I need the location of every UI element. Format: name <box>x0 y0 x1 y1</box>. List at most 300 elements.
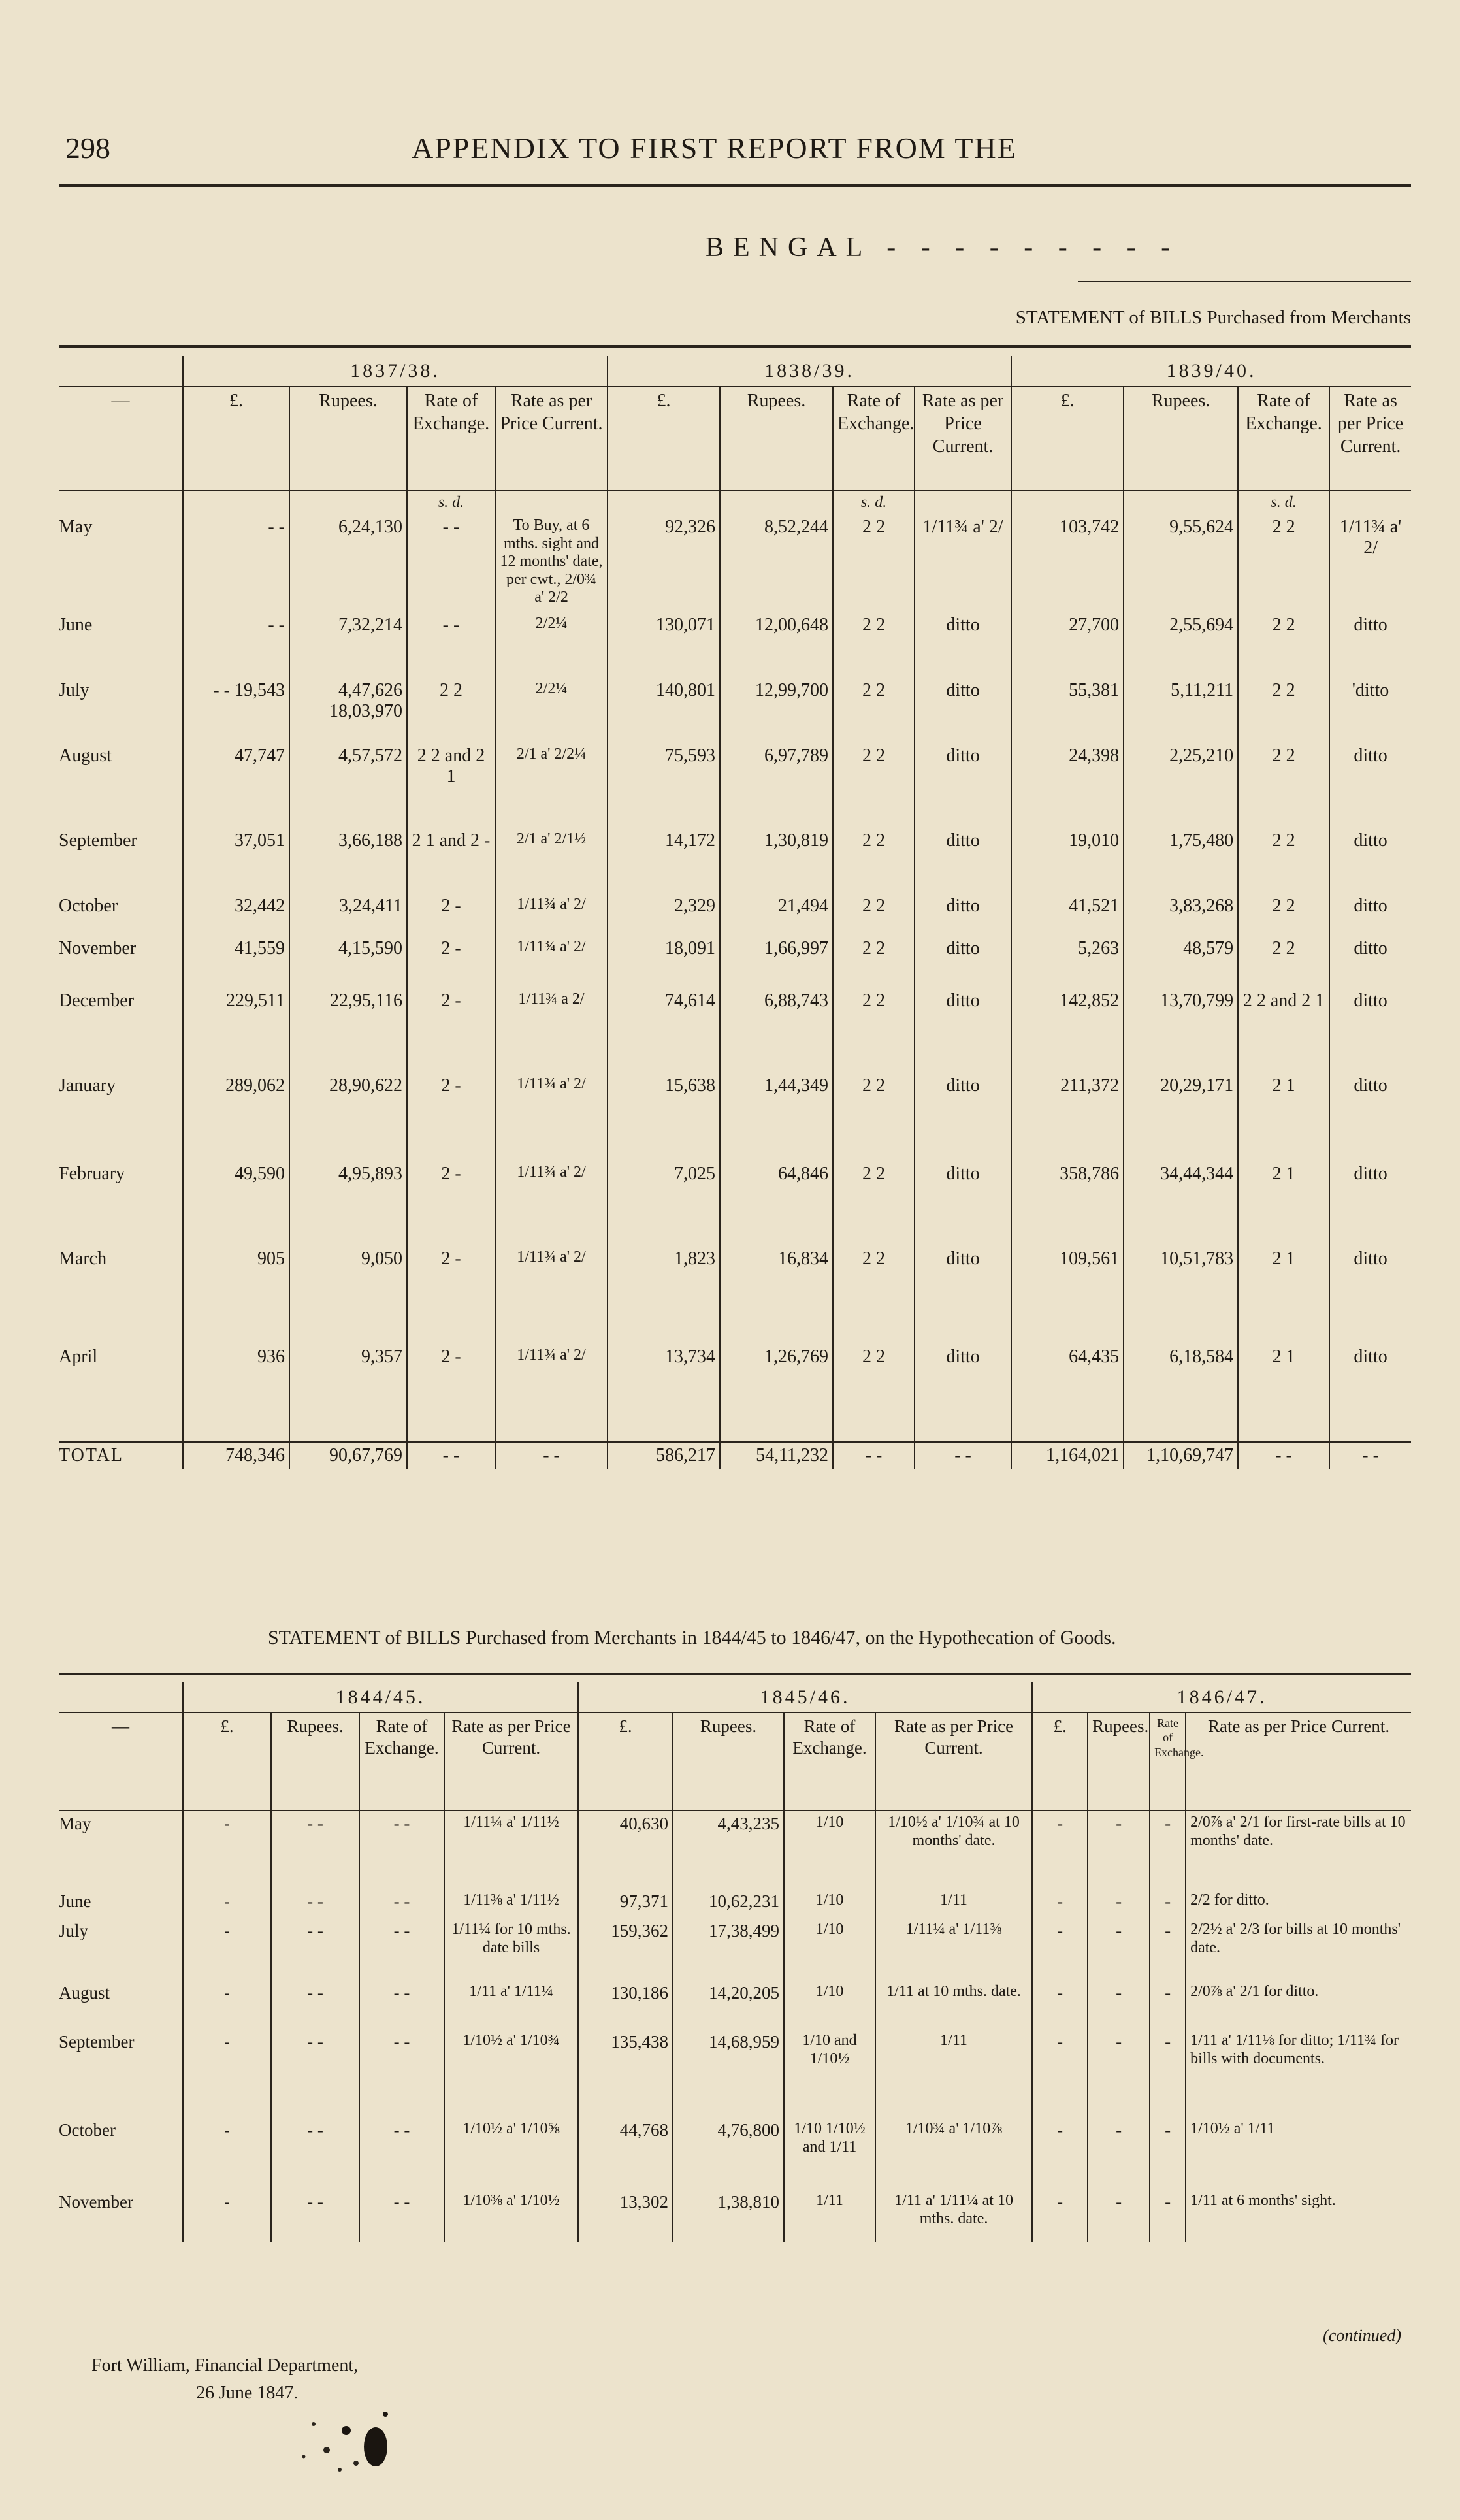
data-cell: 49,590 <box>183 1161 289 1246</box>
page-header <box>65 131 1411 176</box>
header-rule <box>59 184 1411 187</box>
total-cell: - - <box>915 1442 1011 1470</box>
data-cell: 211,372 <box>1011 1073 1124 1161</box>
data-cell: - <box>1032 1810 1088 1889</box>
data-cell: 2 - <box>407 1161 495 1246</box>
data-cell: 1/10½ a' 1/11 <box>1186 2118 1411 2189</box>
data-cell: 2/2 for ditto. <box>1186 1889 1411 1918</box>
data-cell: 2 - <box>407 1073 495 1161</box>
data-cell: 1,823 <box>608 1246 720 1344</box>
data-cell: 2 1 and 2 - <box>407 828 495 893</box>
statement1-top-rule <box>59 345 1411 348</box>
data-cell: - - <box>359 1918 444 1980</box>
running-head: APPENDIX TO FIRST REPORT FROM THE <box>412 131 1017 165</box>
total-cell: 1,164,021 <box>1011 1442 1124 1470</box>
month-cell: December <box>59 990 135 1011</box>
data-cell: ditto <box>915 1073 1011 1161</box>
data-cell: 2/1 a' 2/1½ <box>495 828 608 893</box>
month-cell: November <box>59 2192 133 2212</box>
data-cell: - - <box>271 1889 359 1918</box>
total-cell: 54,11,232 <box>720 1442 833 1470</box>
data-cell: 10,62,231 <box>673 1889 784 1918</box>
month-cell: April <box>59 1347 98 1367</box>
data-cell: - <box>1032 2189 1088 2242</box>
table-row <box>59 514 1411 612</box>
data-cell: ditto <box>915 743 1011 828</box>
data-cell: - - <box>407 514 495 612</box>
col-header-pounds: £. <box>183 386 289 491</box>
table-row <box>59 2118 1411 2189</box>
data-cell: 2 2 <box>407 678 495 743</box>
data-cell: 142,852 <box>1011 988 1124 1073</box>
data-cell: 1/10½ a' 1/10¾ at 10 months' date. <box>875 1810 1032 1889</box>
data-cell: 7,32,214 <box>289 612 407 678</box>
data-cell: ditto <box>1329 612 1411 678</box>
data-cell: 2/0⅞ a' 2/1 for ditto. <box>1186 1980 1411 2029</box>
data-cell: 4,43,235 <box>673 1810 784 1889</box>
data-cell: 2 1 <box>1238 1073 1329 1161</box>
data-cell: 6,88,743 <box>720 988 833 1073</box>
data-cell: ditto <box>1329 1073 1411 1161</box>
data-cell: - <box>183 1810 271 1889</box>
data-cell: 1/11 a' 1/11⅛ for ditto; 1/11¾ for bills with documents. <box>1186 2029 1411 2118</box>
total-cell: 586,217 <box>608 1442 720 1470</box>
data-cell: - - <box>183 612 289 678</box>
data-cell: 32,442 <box>183 893 289 936</box>
data-cell: 27,700 <box>1011 612 1124 678</box>
data-cell: 41,559 <box>183 936 289 988</box>
data-cell: 1/11¼ a' 1/11⅜ <box>875 1918 1032 1980</box>
sd-label: s. d. <box>1238 491 1329 514</box>
data-cell: 1/11¾ a' 2/ <box>495 936 608 988</box>
col-header-pounds: £. <box>608 386 720 491</box>
data-cell: 22,95,116 <box>289 988 407 1073</box>
data-cell: 12,99,700 <box>720 678 833 743</box>
data-cell: ditto <box>915 1344 1011 1442</box>
month-cell: October <box>59 896 118 916</box>
data-cell: 2 2 <box>833 828 915 893</box>
statement2-table <box>59 1682 1411 2242</box>
data-cell: 1/11¾ a' 2/ <box>495 893 608 936</box>
data-cell: 1/11 a' 1/11¼ at 10 mths. date. <box>875 2189 1032 2242</box>
col-header-pounds: £. <box>183 1712 271 1810</box>
data-cell: 1/10 and 1/10½ <box>784 2029 875 2118</box>
data-cell: 18,091 <box>608 936 720 988</box>
data-cell: 109,561 <box>1011 1246 1124 1344</box>
data-cell: 13,302 <box>578 2189 673 2242</box>
data-cell: 2 2 <box>833 936 915 988</box>
col-header-rate-price: Rate as per Price Current. <box>1186 1712 1411 1810</box>
data-cell: ditto <box>1329 936 1411 988</box>
data-cell: 15,638 <box>608 1073 720 1161</box>
statement1-body <box>59 514 1411 1442</box>
data-cell: 21,494 <box>720 893 833 936</box>
table-row <box>59 1161 1411 1246</box>
table-row <box>59 1246 1411 1344</box>
data-cell: 1/10½ a' 1/10¾ <box>444 2029 578 2118</box>
data-cell: 1/11 a' 1/11¼ <box>444 1980 578 2029</box>
data-cell: - <box>1088 1889 1150 1918</box>
data-cell: - - <box>359 1889 444 1918</box>
data-cell: 4,47,626 18,03,970 <box>289 678 407 743</box>
total-cell: - - <box>1329 1442 1411 1470</box>
data-cell: 1,30,819 <box>720 828 833 893</box>
data-cell: 1/10½ a' 1/10⅝ <box>444 2118 578 2189</box>
total-cell: 748,346 <box>183 1442 289 1470</box>
data-cell: 130,186 <box>578 1980 673 2029</box>
total-cell: - - <box>1238 1442 1329 1470</box>
table-row <box>59 743 1411 828</box>
data-cell: - - <box>359 1810 444 1889</box>
data-cell: 1/11¼ a' 1/11½ <box>444 1810 578 1889</box>
table-row <box>59 828 1411 893</box>
col-header-pounds: £. <box>578 1712 673 1810</box>
sd-label: s. d. <box>407 491 495 514</box>
table-row <box>59 1810 1411 1889</box>
month-cell: June <box>59 615 93 635</box>
blank-header <box>59 356 183 386</box>
table-row <box>59 1918 1411 1980</box>
year-header: 1839/40. <box>1011 356 1411 386</box>
data-cell: 2 - <box>407 1246 495 1344</box>
data-cell: - <box>1150 2029 1186 2118</box>
data-cell: 37,051 <box>183 828 289 893</box>
month-cell: November <box>59 938 137 958</box>
month-cell: June <box>59 1891 91 1911</box>
sd-label: s. d. <box>833 491 915 514</box>
data-cell: - <box>1088 2189 1150 2242</box>
data-cell: 2 2 <box>833 893 915 936</box>
table-row <box>59 1889 1411 1918</box>
data-cell: 905 <box>183 1246 289 1344</box>
data-cell: 1,75,480 <box>1124 828 1238 893</box>
data-cell: 2/2¼ <box>495 612 608 678</box>
data-cell: ditto <box>915 936 1011 988</box>
data-cell: - <box>1088 2029 1150 2118</box>
data-cell: 1/11¾ a' 2/ <box>495 1073 608 1161</box>
data-cell: 130,071 <box>608 612 720 678</box>
data-cell: ditto <box>1329 893 1411 936</box>
data-cell: 92,326 <box>608 514 720 612</box>
col-header-rupees: Rupees. <box>673 1712 784 1810</box>
data-cell: 97,371 <box>578 1889 673 1918</box>
data-cell: 140,801 <box>608 678 720 743</box>
data-cell: - <box>183 1980 271 2029</box>
data-cell: - <box>183 2118 271 2189</box>
table-row <box>59 2189 1411 2242</box>
data-cell: 55,381 <box>1011 678 1124 743</box>
data-cell: 2 1 <box>1238 1246 1329 1344</box>
data-cell: - <box>1150 1918 1186 1980</box>
data-cell: - <box>1150 1980 1186 2029</box>
data-cell: - <box>1088 1980 1150 2029</box>
data-cell: 64,846 <box>720 1161 833 1246</box>
data-cell: ditto <box>915 612 1011 678</box>
data-cell: ditto <box>915 678 1011 743</box>
data-cell: 1/10 <box>784 1980 875 2029</box>
table-row <box>59 1980 1411 2029</box>
data-cell: - <box>183 1918 271 1980</box>
data-cell: 6,24,130 <box>289 514 407 612</box>
col-header-pounds: £. <box>1011 386 1124 491</box>
year-header: 1837/38. <box>183 356 608 386</box>
data-cell: 9,050 <box>289 1246 407 1344</box>
data-cell: ditto <box>1329 828 1411 893</box>
data-cell: ditto <box>915 1246 1011 1344</box>
data-cell: 2 2 <box>1238 678 1329 743</box>
table-row <box>59 988 1411 1073</box>
data-cell: 8,52,244 <box>720 514 833 612</box>
statement1-title: STATEMENT of BILLS Purchased from Merchants <box>1015 307 1411 328</box>
table-row <box>59 936 1411 988</box>
col-header-rupees: Rupees. <box>720 386 833 491</box>
data-cell: 1/10 1/10½ and 1/11 <box>784 2118 875 2189</box>
data-cell: 14,68,959 <box>673 2029 784 2118</box>
year-header: 1845/46. <box>578 1682 1032 1712</box>
data-cell: 2/2¼ <box>495 678 608 743</box>
col-header-rupees: Rupees. <box>1124 386 1238 491</box>
data-cell: - - <box>183 514 289 612</box>
data-cell: 1/11 <box>784 2189 875 2242</box>
data-cell: 2 2 <box>833 1161 915 1246</box>
data-cell: ditto <box>1329 1161 1411 1246</box>
data-cell: 1/10⅜ a' 1/10½ <box>444 2189 578 2242</box>
month-cell: January <box>59 1075 116 1096</box>
data-cell: 1/11¼ for 10 mths. date bills <box>444 1918 578 1980</box>
data-cell: 1/10 <box>784 1889 875 1918</box>
data-cell: 2 2 <box>833 612 915 678</box>
data-cell: 4,76,800 <box>673 2118 784 2189</box>
title-rule <box>1078 281 1411 282</box>
data-cell: 1/11 at 10 mths. date. <box>875 1980 1032 2029</box>
data-cell: 1/11¾ a' 2/ <box>495 1246 608 1344</box>
data-cell: 2 2 <box>833 1246 915 1344</box>
data-cell: 2 2 <box>1238 893 1329 936</box>
data-cell: 40,630 <box>578 1810 673 1889</box>
data-cell: - - <box>271 1918 359 1980</box>
data-cell: 1/11¾ a' 2/ <box>495 1344 608 1442</box>
data-cell: - - <box>271 1810 359 1889</box>
data-cell: 44,768 <box>578 2118 673 2189</box>
col-header-pounds: £. <box>1032 1712 1088 1810</box>
data-cell: 3,24,411 <box>289 893 407 936</box>
year-header: 1844/45. <box>183 1682 578 1712</box>
table-row <box>59 2029 1411 2118</box>
data-cell: To Buy, at 6 mths. sight and 12 months' date, per cwt., 2/0¾ a' 2/2 <box>495 514 608 612</box>
data-cell: - <box>1032 1980 1088 2029</box>
data-cell: ditto <box>915 1161 1011 1246</box>
month-cell: September <box>59 2032 135 2052</box>
footer-place: Fort William, Financial Department, <box>91 2355 359 2376</box>
data-cell: 48,579 <box>1124 936 1238 988</box>
data-cell: 3,83,268 <box>1124 893 1238 936</box>
data-cell: 10,51,783 <box>1124 1246 1238 1344</box>
data-cell: 14,172 <box>608 828 720 893</box>
data-cell: 1/11¾ a' 2/ <box>1329 514 1411 612</box>
page-number: 298 <box>65 131 110 165</box>
data-cell: 1/11 <box>875 2029 1032 2118</box>
data-cell: - <box>1088 2118 1150 2189</box>
data-cell: 2/0⅞ a' 2/1 for first-rate bills at 10 months' date. <box>1186 1810 1411 1889</box>
data-cell: ditto <box>1329 1344 1411 1442</box>
ink-blot-icon <box>248 2385 418 2483</box>
data-cell: ditto <box>1329 988 1411 1073</box>
data-cell: - - <box>271 1980 359 2029</box>
total-label: TOTAL <box>59 1442 183 1470</box>
data-cell: 19,010 <box>1011 828 1124 893</box>
data-cell: 16,834 <box>720 1246 833 1344</box>
data-cell: 41,521 <box>1011 893 1124 936</box>
col-header-rate-price: Rate as per Price Current. <box>915 386 1011 491</box>
col-header-rate-exchange: Rate of Exchange. <box>407 386 495 491</box>
data-cell: ditto <box>1329 743 1411 828</box>
data-cell: - - <box>359 1980 444 2029</box>
data-cell: 2 2 <box>833 1073 915 1161</box>
month-cell: August <box>59 745 112 766</box>
data-cell: 6,18,584 <box>1124 1344 1238 1442</box>
total-cell: 90,67,769 <box>289 1442 407 1470</box>
data-cell: - <box>1032 2029 1088 2118</box>
data-cell: 'ditto <box>1329 678 1411 743</box>
data-cell: 2,329 <box>608 893 720 936</box>
data-cell: 4,57,572 <box>289 743 407 828</box>
data-cell: 2 2 <box>1238 743 1329 828</box>
col-header-rate-exchange: Rate of Exchange. <box>784 1712 875 1810</box>
data-cell: 74,614 <box>608 988 720 1073</box>
col-header-rate-exchange: Rate of Exchange. <box>833 386 915 491</box>
data-cell: 13,70,799 <box>1124 988 1238 1073</box>
data-cell: 2 - <box>407 893 495 936</box>
data-cell: - <box>183 2189 271 2242</box>
col-header-rupees: Rupees. <box>1088 1712 1150 1810</box>
table-row <box>59 678 1411 743</box>
data-cell: 2 2 <box>833 1344 915 1442</box>
data-cell: 1,66,997 <box>720 936 833 988</box>
data-cell: 2/2½ a' 2/3 for bills at 10 months' date. <box>1186 1918 1411 1980</box>
total-cell: 1,10,69,747 <box>1124 1442 1238 1470</box>
data-cell: - <box>1032 2118 1088 2189</box>
data-cell: 9,55,624 <box>1124 514 1238 612</box>
data-cell: 936 <box>183 1344 289 1442</box>
month-col-header: — <box>59 386 183 491</box>
month-cell: March <box>59 1249 107 1269</box>
data-cell: 2 2 and 2 1 <box>407 743 495 828</box>
data-cell: 2 2 <box>833 514 915 612</box>
table-row <box>59 893 1411 936</box>
table-row <box>59 612 1411 678</box>
month-cell: October <box>59 2120 116 2140</box>
month-cell: August <box>59 1983 110 2003</box>
data-cell: 1/11¾ a 2/ <box>495 988 608 1073</box>
data-cell: - <box>183 2029 271 2118</box>
data-cell: 1/11 at 6 months' sight. <box>1186 2189 1411 2242</box>
data-cell: 2 2 <box>1238 936 1329 988</box>
data-cell: 1/10 <box>784 1810 875 1889</box>
total-row <box>59 1442 1411 1470</box>
total-cell: - - <box>407 1442 495 1470</box>
data-cell: 2 2 <box>1238 612 1329 678</box>
col-header-rupees: Rupees. <box>289 386 407 491</box>
data-cell: - - <box>271 2029 359 2118</box>
table-row <box>59 1344 1411 1442</box>
data-cell: 358,786 <box>1011 1161 1124 1246</box>
statement1-table <box>59 356 1411 1471</box>
data-cell: 24,398 <box>1011 743 1124 828</box>
data-cell: 2 2 <box>833 988 915 1073</box>
col-header-rate-exchange: Rate of Exchange. <box>359 1712 444 1810</box>
data-cell: 2 1 <box>1238 1344 1329 1442</box>
col-header-rate-price: Rate as per Price Current. <box>495 386 608 491</box>
data-cell: 3,66,188 <box>289 828 407 893</box>
col-header-rate-price: Rate as per Price Current. <box>875 1712 1032 1810</box>
continued-note: (continued) <box>1323 2326 1401 2345</box>
month-cell: May <box>59 517 93 537</box>
data-cell: 75,593 <box>608 743 720 828</box>
data-cell: - - <box>359 2189 444 2242</box>
data-cell: 159,362 <box>578 1918 673 1980</box>
month-cell: May <box>59 1814 91 1833</box>
data-cell: 1,38,810 <box>673 2189 784 2242</box>
col-header-rate-price: Rate as per Price Current. <box>1329 386 1411 491</box>
data-cell: 4,95,893 <box>289 1161 407 1246</box>
data-cell: - - <box>271 2189 359 2242</box>
data-cell: 2 - <box>407 1344 495 1442</box>
data-cell: 1,26,769 <box>720 1344 833 1442</box>
statement2-top-rule <box>59 1673 1411 1675</box>
data-cell: 4,15,590 <box>289 936 407 988</box>
section-title: BENGAL - - - - - - - - - <box>706 233 1180 263</box>
data-cell: 2,25,210 <box>1124 743 1238 828</box>
data-cell: - - 19,543 <box>183 678 289 743</box>
data-cell: 1/10 <box>784 1918 875 1980</box>
data-cell: 2 - <box>407 936 495 988</box>
data-cell: 1/11¾ a' 2/ <box>495 1161 608 1246</box>
data-cell: 6,97,789 <box>720 743 833 828</box>
month-col-header: — <box>59 1712 183 1810</box>
data-cell: 28,90,622 <box>289 1073 407 1161</box>
data-cell: 2 2 <box>833 743 915 828</box>
data-cell: 7,025 <box>608 1161 720 1246</box>
data-cell: 2 2 <box>1238 828 1329 893</box>
col-header-rate-exchange: Rate of Exchange. <box>1150 1712 1186 1810</box>
data-cell: 9,357 <box>289 1344 407 1442</box>
data-cell: - <box>1150 1889 1186 1918</box>
data-cell: 135,438 <box>578 2029 673 2118</box>
data-cell: 2 1 <box>1238 1161 1329 1246</box>
data-cell: 1/10¾ a' 1/10⅞ <box>875 2118 1032 2189</box>
data-cell: - <box>1088 1810 1150 1889</box>
table-row <box>59 1073 1411 1161</box>
col-header-rate-price: Rate as per Price Current. <box>444 1712 578 1810</box>
data-cell: 5,11,211 <box>1124 678 1238 743</box>
month-cell: September <box>59 830 137 851</box>
data-cell: 2 2 and 2 1 <box>1238 988 1329 1073</box>
data-cell: - <box>1150 1810 1186 1889</box>
data-cell: - - <box>359 2029 444 2118</box>
year-header: 1838/39. <box>608 356 1011 386</box>
data-cell: 289,062 <box>183 1073 289 1161</box>
data-cell: ditto <box>915 893 1011 936</box>
blank-header <box>59 1682 183 1712</box>
data-cell: ditto <box>915 988 1011 1073</box>
total-cell: - - <box>495 1442 608 1470</box>
data-cell: - <box>1088 1918 1150 1980</box>
data-cell: 2,55,694 <box>1124 612 1238 678</box>
data-cell: ditto <box>1329 1246 1411 1344</box>
data-cell: 1/11⅜ a' 1/11½ <box>444 1889 578 1918</box>
data-cell: - - <box>407 612 495 678</box>
data-cell: - <box>1150 2118 1186 2189</box>
